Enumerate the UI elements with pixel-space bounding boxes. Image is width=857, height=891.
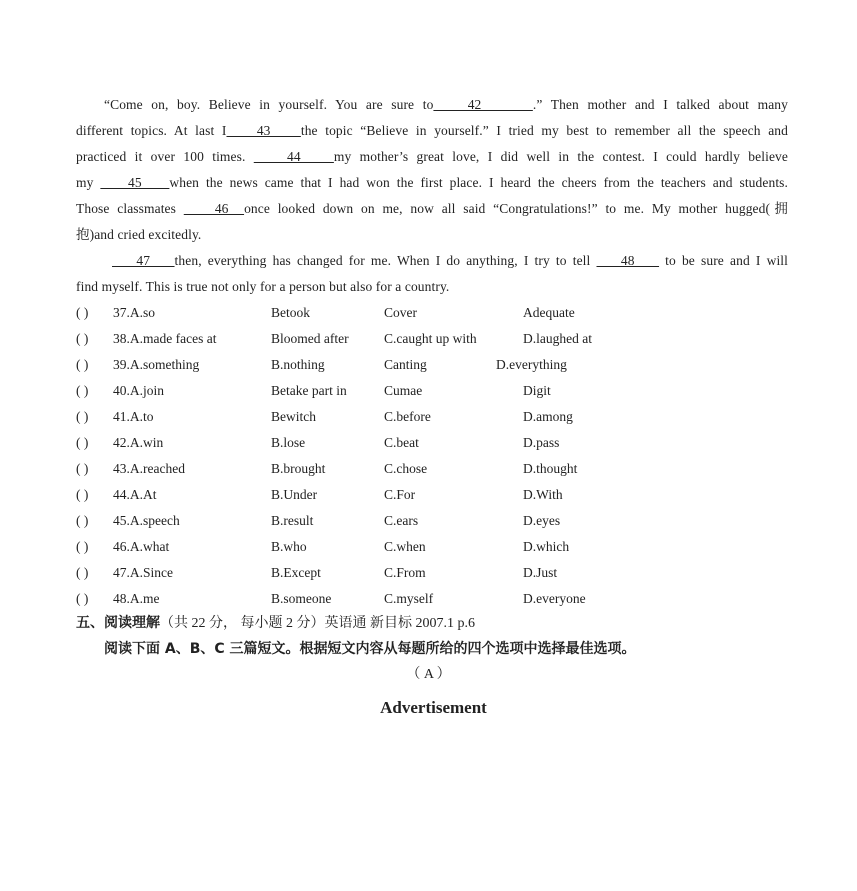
- answer-paren[interactable]: ( ): [76, 383, 89, 398]
- option-a: 41.A.to: [113, 409, 154, 424]
- option-b: B.brought: [271, 461, 326, 476]
- passage-line-3: [76, 144, 788, 170]
- option-c: C.beat: [384, 435, 419, 450]
- option-a: 43.A.reached: [113, 461, 185, 476]
- passage-line-8: find myself. This is true not only for a person but also for a country.: [76, 279, 450, 294]
- option-a: 47.A.Since: [113, 565, 173, 580]
- blank-47: 47: [112, 253, 175, 268]
- passage-line-1: [104, 92, 788, 118]
- option-d: Digit: [523, 383, 551, 398]
- option-d: D.laughed at: [523, 331, 592, 346]
- passage-label: （ A ）: [406, 667, 451, 682]
- text-fragment: Those classmates: [76, 201, 184, 216]
- option-d: D.which: [523, 539, 570, 554]
- option-d: D.everyone: [523, 591, 586, 606]
- option-c: Cover: [384, 305, 417, 320]
- blank-43: 43: [226, 123, 301, 138]
- answer-paren[interactable]: ( ): [76, 331, 89, 346]
- option-c: C.chose: [384, 461, 428, 476]
- blank-48: 48: [596, 253, 660, 268]
- option-d: D.everything: [496, 357, 567, 372]
- blank-44: 44: [253, 149, 334, 164]
- answer-paren[interactable]: ( ): [76, 539, 89, 554]
- passage-line-7: [112, 248, 788, 274]
- answer-paren[interactable]: ( ): [76, 435, 89, 450]
- option-c: C.myself: [384, 591, 434, 606]
- passage-line-4: [76, 170, 788, 196]
- article-title: Advertisement: [380, 698, 487, 717]
- text-fragment: .” Then mother and I talked about many: [532, 97, 789, 112]
- section-instruction: 阅读下面 A、B、C 三篇短文。根据短文内容从每题所给的四个选项中选择最佳选项。: [104, 641, 636, 657]
- option-b: B.lose: [271, 435, 306, 450]
- text-fragment: practiced it over 100 times.: [76, 149, 254, 164]
- answer-paren[interactable]: ( ): [76, 409, 89, 424]
- section-title: 五、阅读理解: [76, 615, 160, 631]
- blank-45: 45: [100, 175, 170, 190]
- option-c: C.ears: [384, 513, 419, 528]
- option-b: Betook: [271, 305, 310, 320]
- option-d: D.With: [523, 487, 563, 502]
- option-a: 46.A.what: [113, 539, 170, 554]
- option-c: C.For: [384, 487, 416, 502]
- option-d: D.thought: [523, 461, 578, 476]
- option-b: B.nothing: [271, 357, 325, 372]
- text-fragment: then, everything has changed for me. When I do anything, I try to tell: [174, 253, 597, 268]
- option-d: D.Just: [523, 565, 558, 580]
- answer-paren[interactable]: ( ): [76, 487, 89, 502]
- option-b: B.who: [271, 539, 307, 554]
- option-a: 42.A.win: [113, 435, 164, 450]
- option-b: B.someone: [271, 591, 332, 606]
- text-fragment: to be sure and I will: [659, 253, 789, 268]
- option-a: 40.A.join: [113, 383, 165, 398]
- answer-paren[interactable]: ( ): [76, 591, 89, 606]
- answer-paren[interactable]: ( ): [76, 461, 89, 476]
- option-b: B.result: [271, 513, 314, 528]
- option-d: D.eyes: [523, 513, 561, 528]
- option-c: Cumae: [384, 383, 423, 398]
- option-a: 39.A.something: [113, 357, 200, 372]
- passage-line-5: [76, 196, 788, 222]
- answer-paren[interactable]: ( ): [76, 565, 89, 580]
- answer-paren[interactable]: ( ): [76, 357, 89, 372]
- option-c: C.From: [384, 565, 426, 580]
- text-fragment: my mother’s great love, I did well in the contest. I could hardly believe: [333, 149, 788, 164]
- option-c: C.before: [384, 409, 431, 424]
- answer-paren[interactable]: ( ): [76, 513, 89, 528]
- option-b: Bewitch: [271, 409, 316, 424]
- option-b: Bloomed after: [271, 331, 349, 346]
- option-a: 44.A.At: [113, 487, 157, 502]
- option-d: Adequate: [523, 305, 575, 320]
- passage-line-6: 抱)and cried excitedly.: [76, 227, 202, 242]
- option-b: Betake part in: [271, 383, 347, 398]
- option-c: C.caught up with: [384, 331, 477, 346]
- option-d: D.among: [523, 409, 573, 424]
- text-fragment: when the news came that I had won the first place. I heard the cheers from the teachers and students.: [169, 175, 788, 190]
- option-d: D.pass: [523, 435, 560, 450]
- option-a: 45.A.speech: [113, 513, 180, 528]
- text-fragment: once looked down on me, now all said “Congratulations!” to me. My mother hugged(拥: [244, 201, 788, 216]
- option-b: B.Except: [271, 565, 321, 580]
- blank-46: 46: [183, 201, 245, 216]
- option-c: Canting: [384, 357, 427, 372]
- answer-paren[interactable]: ( ): [76, 305, 89, 320]
- text-fragment: the topic “Believe in yourself.” I tried my best to remember all the speech and: [300, 123, 788, 138]
- option-a: 37.A.so: [113, 305, 156, 320]
- option-c: C.when: [384, 539, 426, 554]
- option-b: B.Under: [271, 487, 318, 502]
- blank-42: 42: [433, 97, 533, 112]
- option-a: 38.A.made faces at: [113, 331, 217, 346]
- text-fragment: different topics. At last I: [76, 123, 227, 138]
- section-detail: （共 22 分， 每小题 2 分）英语通 新目标 2007.1 p.6: [160, 616, 475, 631]
- text-fragment: “Come on, boy. Believe in yourself. You are sure to: [104, 97, 434, 112]
- passage-line-2: [76, 118, 788, 144]
- section-heading: [76, 610, 475, 637]
- text-fragment: my: [76, 175, 101, 190]
- option-a: 48.A.me: [113, 591, 160, 606]
